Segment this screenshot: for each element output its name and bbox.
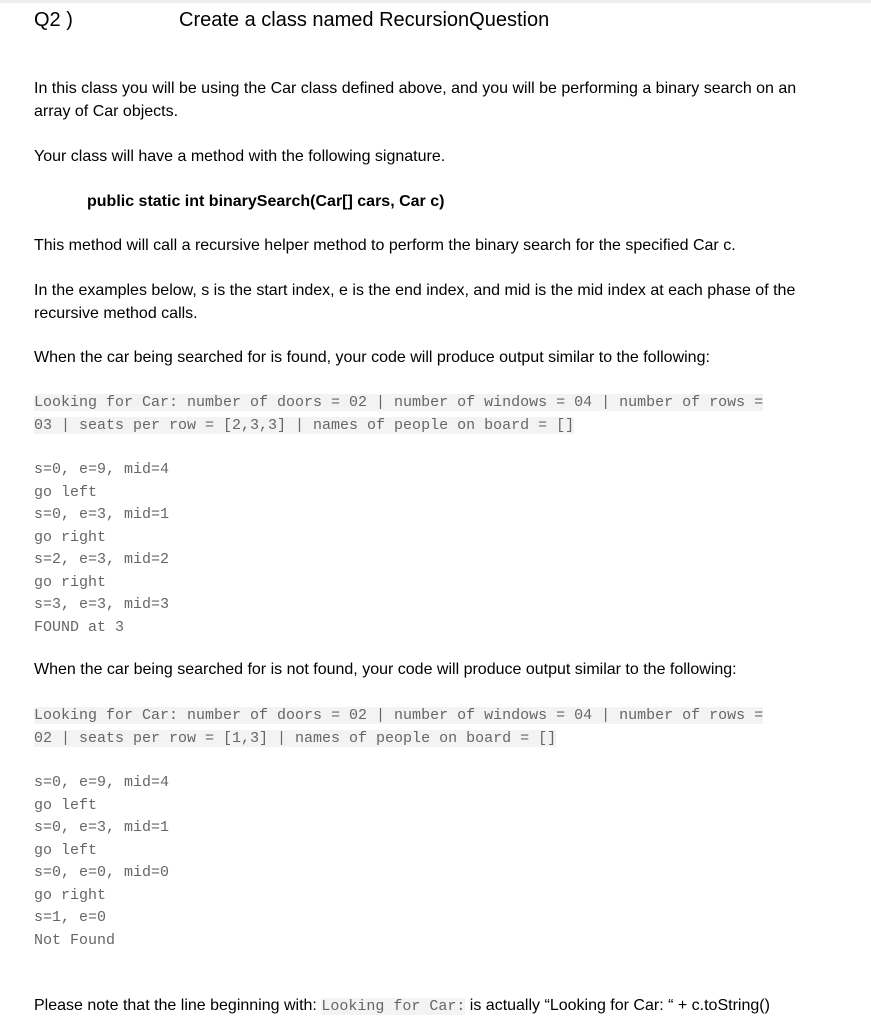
code-line: Looking for Car: number of doors = 02 | number of windows = 04 | number of rows = bbox=[34, 707, 764, 724]
trace-line: s=1, e=0 bbox=[34, 909, 107, 926]
note-suffix: is actually “Looking for Car: “ + c.toString() bbox=[465, 997, 770, 1014]
trace-line: go left bbox=[34, 483, 98, 501]
trace-line: go left bbox=[34, 796, 98, 814]
trace-line: go right bbox=[34, 886, 107, 904]
question-label: Q2 ) bbox=[34, 9, 73, 31]
not-found-looking-for-output bbox=[34, 705, 763, 750]
trace-line: go right bbox=[34, 528, 107, 546]
found-trace-output bbox=[34, 459, 169, 639]
trace-line: s=0, e=3, mid=1 bbox=[34, 506, 170, 523]
trace-line: go right bbox=[34, 573, 107, 591]
trace-line: FOUND at 3 bbox=[34, 618, 125, 636]
page-title: Create a class named RecursionQuestion bbox=[179, 9, 550, 31]
code-line: 02 | seats per row = [1,3] | names of people on board = [] bbox=[34, 729, 557, 747]
trace-line: s=0, e=0, mid=0 bbox=[34, 864, 170, 881]
note-prefix: Please note that the line beginning with: bbox=[34, 997, 322, 1014]
method-signature: public static int binarySearch(Car[] cars, Car c) bbox=[87, 193, 445, 210]
trace-line: s=0, e=9, mid=4 bbox=[34, 774, 170, 791]
found-example-heading: When the car being searched for is found, your code will produce output similar to the following: bbox=[34, 349, 710, 366]
code-line: Looking for Car: number of doors = 02 | number of windows = 04 | number of rows = bbox=[34, 394, 764, 411]
not-found-example-heading: When the car being searched for is not found, your code will produce output similar to the following: bbox=[34, 661, 737, 678]
top-divider bbox=[0, 0, 871, 3]
trace-line: s=2, e=3, mid=2 bbox=[34, 551, 170, 568]
helper-method-paragraph: This method will call a recursive helper method to perform the binary search for the specified Car c. bbox=[34, 237, 736, 254]
trace-line: go left bbox=[34, 841, 98, 859]
not-found-trace-output bbox=[34, 772, 169, 952]
found-looking-for-output bbox=[34, 392, 763, 437]
code-line: 03 | seats per row = [2,3,3] | names of people on board = [] bbox=[34, 416, 575, 434]
trace-line: s=3, e=3, mid=3 bbox=[34, 596, 170, 613]
index-explanation-paragraph: In the examples below, s is the start index, e is the end index, and mid is the mid index at each phase of the recursive method calls. bbox=[34, 282, 796, 322]
trace-line: Not Found bbox=[34, 931, 116, 949]
tostring-note bbox=[34, 994, 770, 1019]
note-inline-code: Looking for Car: bbox=[321, 998, 466, 1015]
signature-intro-paragraph: Your class will have a method with the following signature. bbox=[34, 148, 446, 165]
trace-line: s=0, e=9, mid=4 bbox=[34, 461, 170, 478]
trace-line: s=0, e=3, mid=1 bbox=[34, 819, 170, 836]
intro-paragraph: In this class you will be using the Car class defined above, and you will be performing a binary search on an array of Car objects. bbox=[34, 80, 797, 120]
